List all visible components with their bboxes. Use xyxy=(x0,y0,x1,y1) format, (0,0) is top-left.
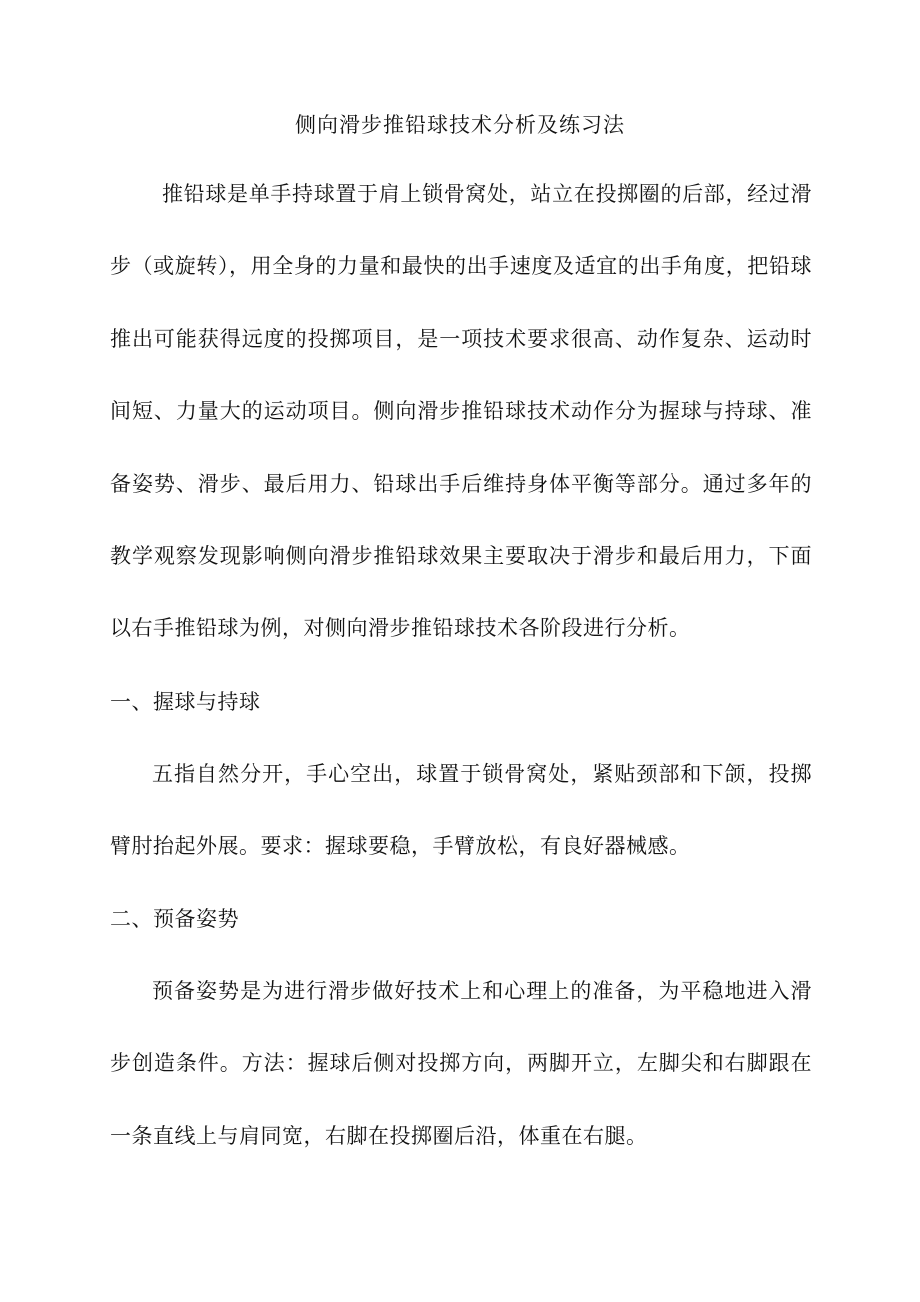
section-body-ready-stance: 预备姿势是为进行滑步做好技术上和心理上的准备，为平稳地进入滑步创造条件。方法：握球后侧对投掷方向，两脚开立，左脚尖和右脚跟在一条直线上与肩同宽，右脚在投掷圈后沿，体重在右腿。 xyxy=(110,979,812,1148)
section-heading-ready-stance: 二、预备姿势 xyxy=(110,907,239,931)
section-body-grip: 五指自然分开，手心空出，球置于锁骨窝处，紧贴颈部和下颌，投掷臂肘抬起外展。要求：握球要稳，手臂放松，有良好器械感。 xyxy=(110,762,812,859)
document-title: 侧向滑步推铅球技术分析及练习法 xyxy=(295,113,625,137)
section-heading-grip: 一、握球与持球 xyxy=(110,690,261,714)
intro-paragraph: 推铅球是单手持球置于肩上锁骨窝处，站立在投掷圈的后部，经过滑步（或旋转），用全身的力量和最快的出手速度及适宜的出手角度，把铅球推出可能获得远度的投掷项目，是一项技术要求很高、动作复杂、运动时间短、力量大的运动项目。侧向滑步推铅球技术动作分为握球与持球、准备姿势、滑步、最后用力、铅球出手后维持身体平衡等部分。通过多年的教学观察发现影响侧向滑步推铅球效果主要取决于滑步和最后用力，下面以右手推铅球为例，对侧向滑步推铅球技术各阶段进行分析。 xyxy=(110,182,812,641)
